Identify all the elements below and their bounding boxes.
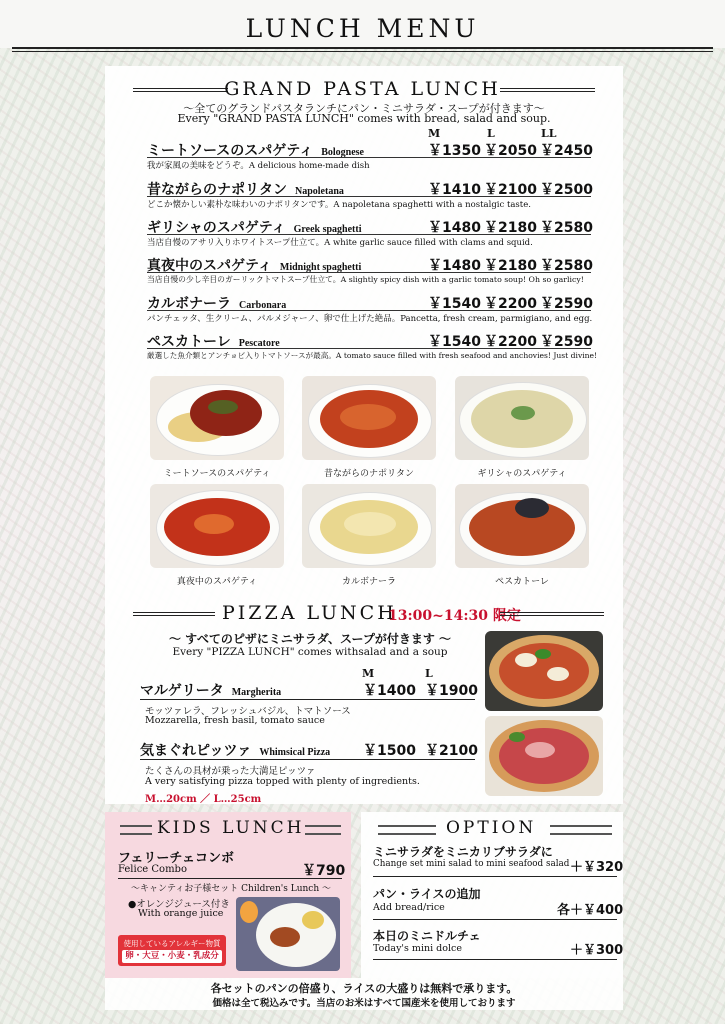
pasta-item-name-en: Pescatore: [238, 338, 280, 349]
price-ll: ￥2590: [540, 296, 593, 312]
pasta-item-name: 真夜中のスパゲティ: [147, 258, 272, 274]
pasta-item-desc: パンチェッタ、生クリーム、パルメジャーノ、卵で仕上げた絶品。Pancetta, fresh cream, parmigiano, and egg.: [147, 314, 593, 324]
photo-margherita: [485, 631, 603, 711]
size-m-label: M: [428, 127, 441, 140]
option-item-price: 各＋￥400: [557, 903, 624, 918]
pasta-sub-en: Every "GRAND PASTA LUNCH" comes with bread, salad and soup.: [177, 112, 551, 125]
photo-whimsical-pizza: [485, 716, 603, 796]
price-l: ￥2180: [484, 258, 537, 274]
allergy-title: 使用しているアレルギー物質: [123, 939, 221, 948]
caption-bolognese: ミートソースのスパゲティ: [163, 469, 271, 479]
caption-carbonara: カルボナーラ: [341, 577, 396, 587]
title-rule-bottom: [12, 51, 713, 52]
option-item-name-en: Change set mini salad to mini seafood salad: [373, 859, 570, 869]
pasta-item-name-en: Midnight spaghetti: [279, 262, 362, 273]
price-l: ￥2050: [484, 143, 537, 159]
pasta-item-name: 昔ながらのナポリタン: [147, 182, 287, 198]
pizza-price-l: ￥1900: [425, 683, 478, 699]
option-item-price: ＋￥320: [570, 860, 624, 875]
kids-price: ￥790: [302, 863, 346, 879]
pasta-sub-jp: ～全てのグランドパスタランチにパン・ミニサラダ・スープが付きます～: [183, 102, 545, 115]
caption-napolitan: 昔ながらのナポリタン: [323, 469, 414, 479]
price-l: ￥2200: [484, 334, 537, 350]
pasta-item-desc: 我が家風の美味をどうぞ。A delicious home-made dish: [147, 161, 370, 171]
pizza-size-note: M…20cm ／ L…25cm: [145, 794, 262, 805]
price-m: ￥1480: [428, 220, 481, 236]
allergy-items: 卵・大豆・小麦・乳成分: [122, 950, 222, 963]
price-m: ￥1350: [428, 143, 481, 159]
pizza-heading: PIZZA LUNCH: [222, 602, 397, 624]
pasta-item: [147, 253, 591, 291]
option-heading-rule-left: [378, 825, 436, 835]
pizza-item-name: 気まぐれピッツァ: [140, 743, 252, 759]
option-item-rule: [373, 919, 617, 920]
pizza-size-l-label: L: [425, 667, 433, 680]
kids-heading-rule-left: [120, 825, 152, 835]
price-l: ￥2100: [484, 182, 537, 198]
option-item-rule: [373, 876, 617, 877]
pasta-item-name: ペスカトーレ: [147, 334, 231, 350]
photo-napolitan: [302, 376, 436, 460]
option-item-name-en: Add bread/rice: [373, 902, 445, 913]
price-l: ￥2180: [484, 220, 537, 236]
price-ll: ￥2450: [540, 143, 593, 159]
pizza-sub-en: Every "PIZZA LUNCH" comes withsalad and a soup: [172, 646, 448, 658]
price-ll: ￥2580: [540, 258, 593, 274]
pizza-item-name: マルゲリータ: [140, 683, 224, 699]
pasta-item-desc: どこか懐かしい素朴な味わいのナポリタンです。A napoletana spaghetti with a nostalgic taste.: [147, 200, 531, 210]
price-ll: ￥2580: [540, 220, 593, 236]
kids-juice-jp: ●オレンジジュース付き: [128, 899, 230, 910]
pizza-heading-rule-left: [133, 612, 215, 616]
option-item-price: ＋￥300: [570, 943, 624, 958]
option-heading-rule-right: [550, 825, 612, 835]
option-item-name: 本日のミニドルチェ: [373, 929, 481, 943]
pasta-item: [147, 215, 591, 253]
pizza-price-m: ￥1400: [363, 683, 416, 699]
allergy-box: [118, 935, 226, 966]
pasta-item: [147, 177, 591, 215]
kids-item-name-en: Felice Combo: [118, 864, 187, 875]
photo-pescatore: [455, 484, 589, 568]
pasta-item-name-en: Napoletana: [295, 186, 344, 197]
price-ll: ￥2590: [540, 334, 593, 350]
option-heading: OPTION: [446, 818, 537, 838]
pizza-item-rule: [140, 699, 475, 700]
caption-greek: ギリシャのスパゲティ: [477, 469, 567, 479]
pizza-item-name-en: Margherita: [231, 687, 282, 698]
footer-line-2: 価格は全て税込みです。当店のお米はすべて国産米を使用しております: [212, 998, 516, 1009]
pasta-item: [147, 329, 598, 367]
item-rule: [147, 196, 591, 197]
pasta-item-name: ミートソースのスパゲティ: [147, 143, 314, 159]
photo-greek: [455, 376, 589, 460]
title-rule-top: [12, 47, 713, 49]
kids-sub: ～キャンティお子様セット Children's Lunch ～: [131, 884, 331, 894]
pasta-item-name-en: Carbonara: [239, 300, 287, 311]
pizza-sub-jp: ～ すべてのピザにミニサラダ、スープが付きます ～: [168, 632, 452, 646]
pizza-desc-en: A very satisfying pizza topped with plenty of ingredients.: [145, 776, 420, 787]
pizza-desc-en: Mozzarella, fresh basil, tomato sauce: [145, 715, 325, 726]
option-item-name: パン・ライスの追加: [373, 887, 481, 901]
pizza-desc-jp: モッツァレラ、フレッシュバジル、トマトソース: [145, 706, 351, 717]
item-rule: [147, 348, 591, 349]
option-item-name: ミニサラダをミニカリブサラダに: [373, 845, 553, 859]
pizza-heading-rule-right: [500, 612, 604, 616]
pizza-item-name-en: Whimsical Pizza: [259, 747, 331, 758]
pizza-item: [140, 680, 281, 700]
pasta-item-name-en: Bolognese: [321, 147, 364, 158]
price-ll: ￥2500: [540, 182, 593, 198]
price-m: ￥1480: [428, 258, 481, 274]
price-m: ￥1410: [428, 182, 481, 198]
kids-juice-en: With orange juice: [138, 908, 224, 919]
pasta-item-desc: 厳選した魚介類とアンチョビ入りトマトソースが最高。A tomato sauce filled with fresh seafood and anchovies! Just divine!: [147, 351, 598, 360]
kids-rule: [118, 878, 342, 879]
kids-item-name: フェリーチェコンボ: [118, 851, 234, 866]
kids-heading: KIDS LUNCH: [157, 818, 305, 838]
pizza-price-m: ￥1500: [363, 743, 416, 759]
pasta-heading-rule-right: [500, 88, 595, 92]
photo-kids-lunch: [236, 897, 340, 971]
price-l: ￥2200: [484, 296, 537, 312]
pasta-item-desc: 当店自慢の少し辛目のガーリックトマトスープ仕立て。A slightly spicy dish with a garlic tomato soup! Oh so garlicy!: [147, 275, 584, 284]
option-item-rule: [373, 959, 617, 960]
pizza-desc-jp: たくさんの具材が乗った大満足ピッツァ: [145, 766, 316, 777]
footer-line-1: 各セットのパンの倍盛り、ライスの大盛りは無料で承ります。: [210, 982, 518, 995]
item-rule: [147, 157, 591, 158]
item-rule: [147, 310, 591, 311]
size-l-label: L: [487, 127, 495, 140]
kids-heading-rule-right: [305, 825, 341, 835]
caption-pescatore: ペスカトーレ: [495, 577, 549, 587]
pizza-item-rule: [140, 759, 475, 760]
pizza-item: [140, 740, 330, 760]
menu-title: LUNCH MENU: [245, 14, 480, 43]
item-rule: [147, 272, 591, 273]
photo-bolognese: [150, 376, 284, 460]
price-m: ￥1540: [428, 334, 481, 350]
pasta-item-name: ギリシャのスパゲティ: [147, 220, 286, 236]
item-rule: [147, 234, 591, 235]
price-m: ￥1540: [428, 296, 481, 312]
photo-midnight: [150, 484, 284, 568]
pasta-item-desc: 当店自慢のアサリ入りホワイトスープ仕立て。A white garlic sauce filled with clams and squid.: [147, 238, 533, 248]
pasta-item: [147, 291, 591, 329]
option-item-name-en: Today's mini dolce: [373, 943, 462, 954]
pizza-size-m-label: M: [362, 667, 375, 680]
pasta-item-name: カルボナーラ: [147, 296, 231, 312]
pasta-item-name-en: Greek spaghetti: [293, 224, 362, 235]
pasta-item: [147, 138, 591, 176]
pizza-price-l: ￥2100: [425, 743, 478, 759]
photo-carbonara: [302, 484, 436, 568]
pizza-hours: 13:00~14:30 限定: [388, 608, 521, 624]
pasta-heading: GRAND PASTA LUNCH: [224, 78, 501, 100]
size-ll-label: LL: [541, 127, 557, 140]
caption-midnight: 真夜中のスパゲティ: [176, 577, 258, 587]
